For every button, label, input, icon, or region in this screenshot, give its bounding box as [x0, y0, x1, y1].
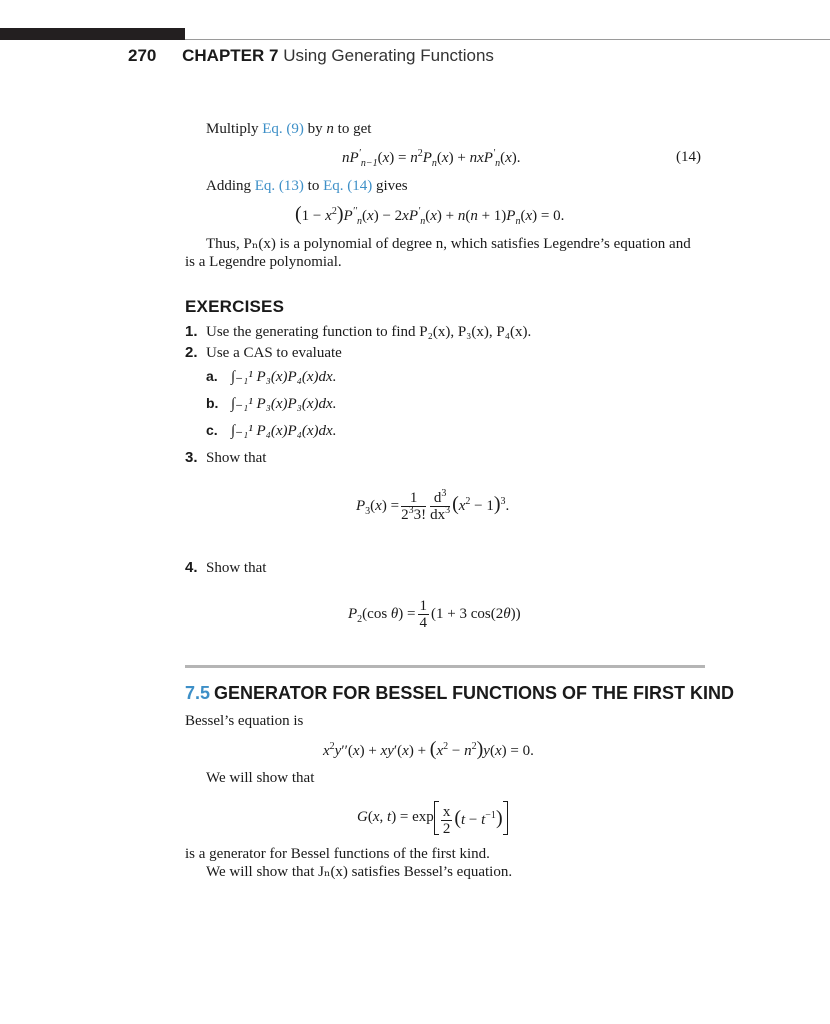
section-rule	[185, 665, 705, 668]
section-title: GENERATOR FOR BESSEL FUNCTIONS OF THE FIRST KIND	[214, 683, 735, 703]
eq14-link[interactable]: Eq. (14)	[323, 178, 373, 194]
generator-equation: G(x, t) = exp $\frac{x}{2}$ $(t - t^{-1})$	[357, 800, 508, 836]
exercise-1: 1. Use the generating function to find P₂(x), P₃(x), P₄(x).	[185, 323, 532, 340]
rodrigues-equation: $P_3(x)$ = $\frac{1}{2^33!}$ $\frac{d^3}{dx^3}$ $(x^2 - 1)^3$.	[356, 488, 510, 524]
chapter-title: Using Generating Functions	[283, 46, 494, 65]
bessel-intro: Bessel’s equation is	[185, 713, 304, 729]
exercise-2c: c. ∫₋₁¹ P₄(x)P₄(x)dx.	[206, 422, 337, 439]
exercise-4: 4. Show that	[185, 559, 267, 576]
equation-number-14: (14)	[676, 149, 701, 165]
exercise-2b: b. ∫₋₁¹ P₃(x)P₃(x)dx.	[206, 395, 337, 412]
section-number: 7.5	[185, 683, 211, 703]
p2-cos-equation: $P_2(\cos$ θ) = $\frac{1}{4}$ (1 + 3 cos(2θ))	[348, 598, 521, 632]
thus-line-1: Thus, Pₙ(x) is a polynomial of degree n, which satisfies Legendre’s equation and	[206, 236, 691, 252]
multiply-line: Multiply Eq. (9) by n to get	[206, 121, 372, 137]
running-header	[128, 46, 494, 66]
equation-14: $nP'_{n-1}(x) = n^2P_n(x) + nxP'_n(x)$.	[342, 148, 521, 169]
thus-line-2: is a Legendre polynomial.	[185, 254, 342, 270]
eq9-link[interactable]: Eq. (9)	[262, 121, 304, 137]
final-line: We will show that Jₙ(x) satisfies Bessel’s equation.	[206, 864, 513, 880]
show-line: We will show that	[206, 770, 315, 786]
eq13-link[interactable]: Eq. (13)	[254, 178, 304, 194]
adding-line: Adding Eq. (13) to Eq. (14) gives	[206, 178, 408, 194]
exercise-2: 2. Use a CAS to evaluate	[185, 344, 342, 361]
page-number: 270	[128, 46, 157, 65]
exercises-heading: EXERCISES	[185, 297, 285, 316]
legendre-equation: $(1 - x^2)P''_n(x) - 2xP'_n(x) + n(n + 1)P_n(x) = 0$.	[295, 203, 565, 227]
section-heading	[185, 683, 734, 704]
exercise-2a: a. ∫₋₁¹ P₃(x)P₄(x)dx.	[206, 368, 337, 385]
exercise-3: 3. Show that	[185, 449, 267, 466]
header-rule	[185, 39, 830, 40]
header-bar	[0, 28, 185, 40]
chapter-label: CHAPTER 7	[182, 46, 279, 65]
bessel-equation: $x^2y''(x) + xy'(x) + (x^2 - n^2)y(x) = 0$.	[323, 738, 534, 760]
generator-line: is a generator for Bessel functions of the first kind.	[185, 846, 490, 862]
